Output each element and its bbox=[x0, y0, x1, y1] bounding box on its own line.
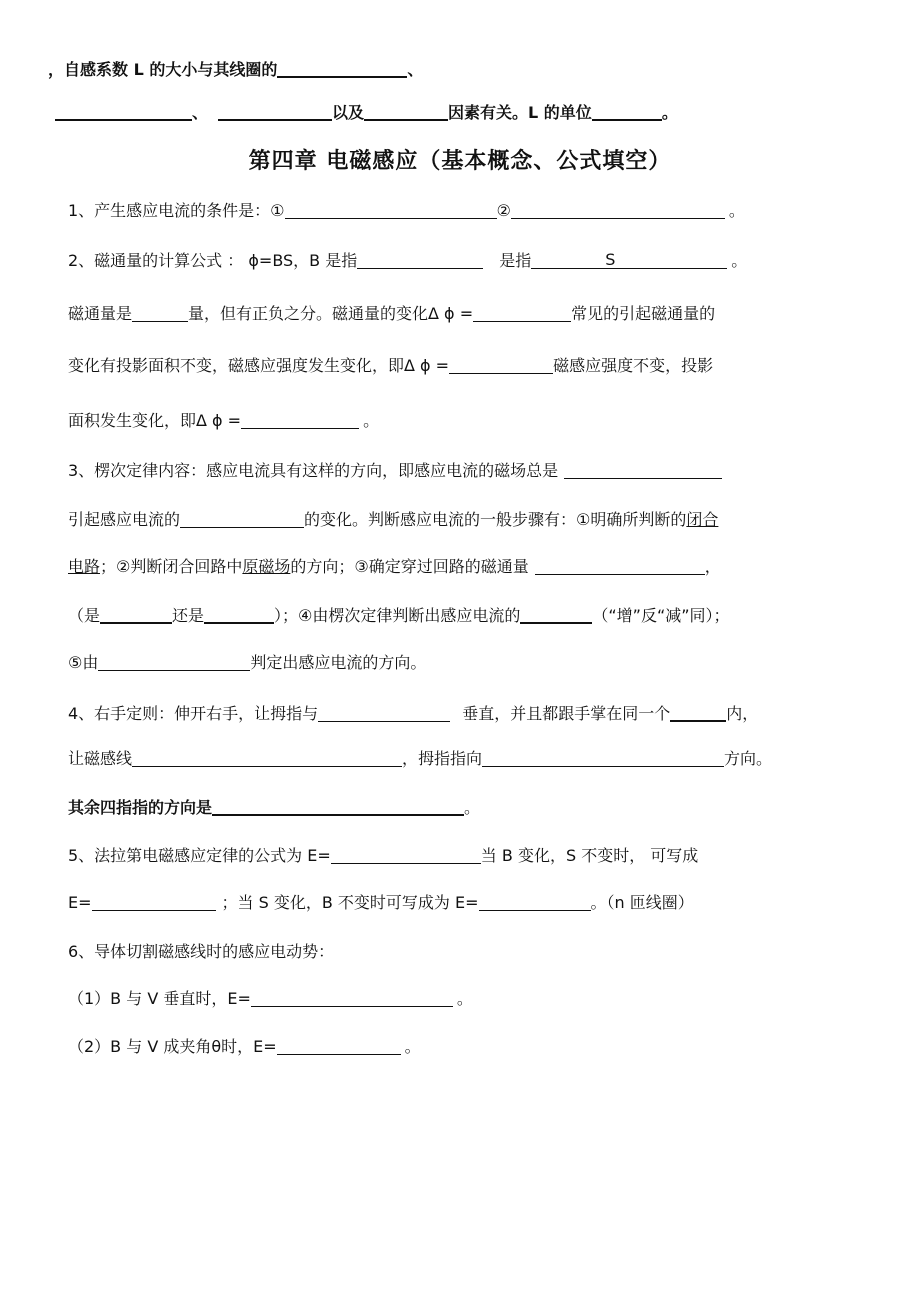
text: 还是 bbox=[172, 606, 205, 625]
text: 、 bbox=[407, 60, 424, 79]
text: 让磁感线 bbox=[68, 749, 133, 768]
blank[interactable] bbox=[520, 604, 592, 624]
text: 是指 bbox=[499, 251, 532, 270]
blank[interactable] bbox=[100, 604, 172, 624]
text: 其余四指指的方向是 bbox=[68, 798, 213, 817]
blank[interactable] bbox=[592, 101, 662, 121]
text: 磁通量是 bbox=[68, 304, 133, 323]
blank[interactable] bbox=[357, 250, 483, 269]
blank[interactable] bbox=[482, 748, 724, 767]
text: 垂直，并且都跟手掌在同一个 bbox=[462, 704, 671, 723]
text: 因素有关。L 的单位 bbox=[448, 103, 592, 122]
text: 常见的引起磁通量的 bbox=[571, 304, 716, 323]
question-6-line-1 bbox=[68, 988, 473, 1010]
text: ，拇指指向 bbox=[402, 749, 483, 768]
question-3 bbox=[68, 460, 722, 482]
text: 磁感应强度不变，投影 bbox=[553, 356, 714, 375]
blank[interactable] bbox=[479, 892, 591, 911]
text: 的变化。判断感应电流的一般步骤有：①明确所判断的 bbox=[304, 510, 687, 529]
blank[interactable] bbox=[564, 460, 722, 479]
question-5 bbox=[68, 845, 698, 867]
text: ② bbox=[496, 201, 511, 220]
text: 。 bbox=[728, 201, 745, 220]
blank[interactable] bbox=[98, 652, 250, 671]
blank[interactable] bbox=[55, 101, 192, 121]
text: 。 bbox=[404, 1037, 421, 1056]
text: 电路 bbox=[68, 557, 101, 576]
blank[interactable] bbox=[251, 988, 453, 1007]
text: （1）B 与 V 垂直时，E= bbox=[68, 989, 251, 1008]
text: 变化有投影面积不变，磁感应强度发生变化，即Δ ϕ = bbox=[68, 356, 450, 375]
question-3-line-4 bbox=[68, 604, 730, 627]
question-4-line-2 bbox=[68, 748, 772, 770]
text: 以及 bbox=[332, 103, 365, 122]
question-1 bbox=[68, 200, 745, 222]
text: 。 bbox=[456, 989, 473, 1008]
question-4-line-3 bbox=[68, 796, 480, 819]
question-6 bbox=[68, 941, 334, 963]
question-4 bbox=[68, 702, 758, 725]
top-line-1 bbox=[48, 58, 423, 81]
blank[interactable] bbox=[204, 604, 274, 624]
blank[interactable] bbox=[511, 200, 725, 219]
text: E= bbox=[68, 893, 92, 912]
text: 。 bbox=[363, 411, 380, 430]
text: 。 bbox=[464, 798, 481, 817]
question-3-line-3 bbox=[68, 556, 721, 578]
text: ⑤由 bbox=[68, 653, 99, 672]
text: 4、右手定则：伸开右手，让拇指与 bbox=[68, 704, 319, 723]
text: 引起感应电流的 bbox=[68, 510, 181, 529]
text: ）；④由楞次定律判断出感应电流的 bbox=[274, 606, 521, 625]
question-3-line-5 bbox=[68, 652, 426, 674]
question-2-line-2 bbox=[68, 303, 715, 325]
question-5-line-2 bbox=[68, 892, 694, 914]
blank[interactable] bbox=[277, 58, 407, 78]
text: （2）B 与 V 成夹角θ时，E= bbox=[68, 1037, 277, 1056]
text: S bbox=[605, 250, 616, 269]
question-2-line-3 bbox=[68, 355, 713, 377]
question-6-line-2 bbox=[68, 1036, 421, 1058]
text: 面积发生变化，即Δ ϕ = bbox=[68, 411, 242, 430]
blank[interactable] bbox=[241, 410, 359, 429]
text: 方向。 bbox=[724, 749, 773, 768]
question-3-line-2 bbox=[68, 509, 718, 531]
top-line-2 bbox=[55, 101, 678, 124]
text: 。（n 匝线圈） bbox=[590, 893, 694, 912]
text: 的方向；③确定穿过回路的磁通量 bbox=[290, 557, 529, 576]
text: （“增”反“减”同）； bbox=[592, 606, 730, 625]
text: ；②判断闭合回路中 bbox=[100, 557, 243, 576]
question-2-line-4 bbox=[68, 410, 379, 432]
blank[interactable] bbox=[277, 1036, 401, 1055]
blank[interactable] bbox=[180, 509, 304, 528]
blank[interactable] bbox=[364, 101, 448, 121]
blank[interactable] bbox=[92, 892, 216, 911]
text: 当 B 变化，S 不变时， 可写成 bbox=[480, 846, 699, 865]
text: （是 bbox=[68, 606, 101, 625]
blank[interactable] bbox=[331, 845, 481, 864]
text: ，自感系数 L 的大小与其线圈的 bbox=[48, 60, 278, 79]
blank[interactable] bbox=[285, 200, 497, 219]
text: 量，但有正负之分。磁通量的变化Δ ϕ = bbox=[188, 304, 474, 323]
text: 判定出感应电流的方向。 bbox=[250, 653, 427, 672]
text: 内， bbox=[726, 704, 759, 723]
blank[interactable] bbox=[212, 796, 464, 816]
text: 6、导体切割磁感线时的感应电动势： bbox=[68, 942, 335, 961]
text: 3、楞次定律内容：感应电流具有这样的方向，即感应电流的磁场总是 bbox=[68, 461, 559, 480]
blank[interactable] bbox=[218, 101, 332, 121]
chapter-title: 第四章 电磁感应（基本概念、公式填空） bbox=[248, 149, 672, 174]
blank[interactable] bbox=[670, 702, 726, 722]
text: ；当 S 变化，B 不变时可写成为 E= bbox=[221, 893, 479, 912]
text: ， bbox=[704, 557, 721, 576]
text: 。 bbox=[661, 103, 678, 122]
question-2 bbox=[68, 250, 747, 272]
blank[interactable] bbox=[535, 556, 705, 575]
blank[interactable] bbox=[473, 303, 571, 322]
text: 2、磁通量的计算公式 ： ϕ=BS，B 是指 bbox=[68, 251, 358, 270]
blank[interactable] bbox=[132, 303, 188, 322]
blank[interactable] bbox=[449, 355, 553, 374]
blank[interactable] bbox=[132, 748, 402, 767]
text: 5、法拉第电磁感应定律的公式为 E= bbox=[68, 846, 331, 865]
text: 1、产生感应电流的条件是：① bbox=[68, 201, 285, 220]
blank[interactable] bbox=[318, 703, 450, 722]
blank[interactable] bbox=[531, 250, 727, 269]
text: 原磁场 bbox=[242, 557, 291, 576]
text: 、 bbox=[192, 103, 209, 122]
text: 闭合 bbox=[686, 510, 719, 529]
text: 。 bbox=[731, 251, 748, 270]
